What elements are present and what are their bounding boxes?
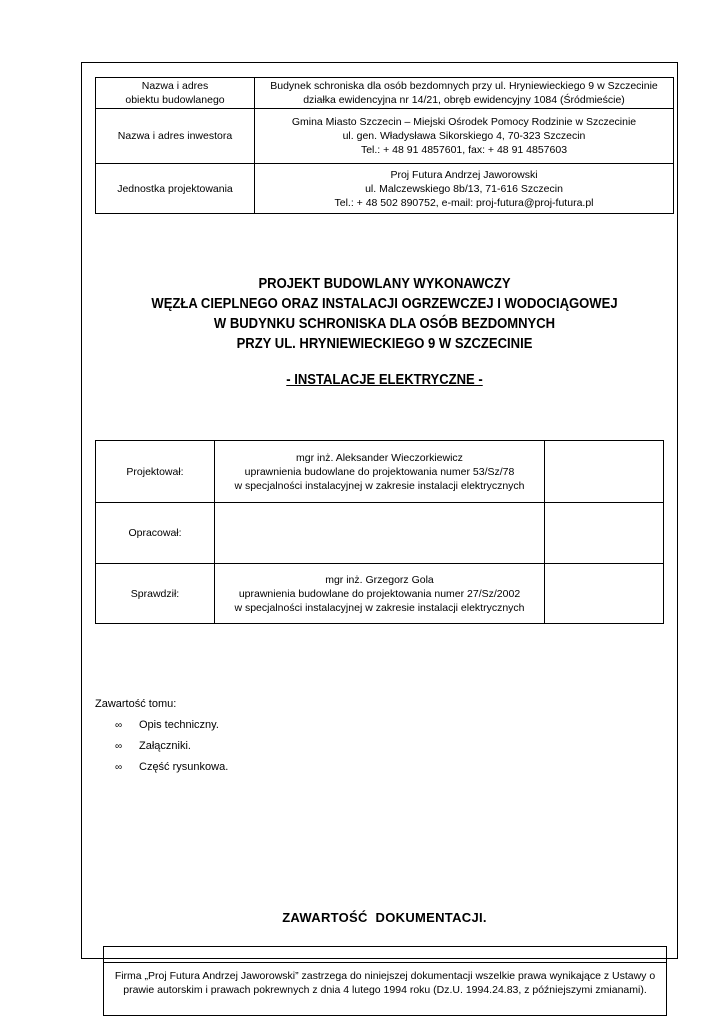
documentation-title: ZAWARTOŚĆ DOKUMENTACJI. xyxy=(282,910,487,925)
value-line: ul. Malczewskiego 8b/13, 71-616 Szczecin xyxy=(365,182,563,195)
list-item-label: Część rysunkowa. xyxy=(139,761,229,773)
signature-table xyxy=(95,440,664,624)
copyright-footer xyxy=(103,946,667,1016)
info-label-investor xyxy=(96,109,255,164)
value-line: Proj Futura Andrzej Jaworowski xyxy=(390,168,538,181)
infinity-bullet-icon: ∞ xyxy=(115,762,123,773)
project-info-table xyxy=(95,77,674,214)
sign-row-checked xyxy=(96,564,664,624)
title-line: PROJEKT BUDOWLANY WYKONAWCZY xyxy=(258,276,511,292)
copyright-text: Firma „Proj Futura Andrzej Jaworowski” zastrzega do niniejszej dokumentacji wszelkie prawa wynikające z Ustawy o prawie autorskim i prawach pokrewnych z dnia 4 lutego 1994 roku (Dz.U. 1994.24.83, z późniejszymi zmianami). xyxy=(114,970,656,996)
volume-contents xyxy=(95,697,229,773)
infinity-bullet-icon: ∞ xyxy=(115,720,123,731)
value-line: Tel.: + 48 502 890752, e-mail: proj-futura@proj-futura.pl xyxy=(334,196,594,209)
infinity-bullet-icon: ∞ xyxy=(115,741,123,752)
title-line: PRZY UL. HRYNIEWIECKIEGO 9 W SZCZECINIE xyxy=(236,336,533,352)
sign-value-designed xyxy=(215,441,545,503)
footer-divider xyxy=(104,962,666,963)
project-subtitle xyxy=(124,370,645,390)
label-line: Jednostka projektowania xyxy=(117,182,233,195)
info-label-designer xyxy=(96,164,255,214)
value-line: mgr inż. Grzegorz Gola xyxy=(325,573,434,586)
project-title xyxy=(124,274,645,354)
title-line: W BUDYNKU SCHRONISKA DLA OSÓB BEZDOMNYCH xyxy=(213,316,556,332)
value-line: w specjalności instalacyjnej w zakresie instalacji elektrycznych xyxy=(234,479,525,492)
sign-value-prepared xyxy=(215,503,545,564)
list-item xyxy=(115,718,315,739)
sign-row-designed xyxy=(96,441,664,503)
info-value-object xyxy=(255,78,674,109)
info-row-investor xyxy=(96,109,674,164)
sign-row-prepared xyxy=(96,503,664,564)
value-line: Budynek schroniska dla osób bezdomnych przy ul. Hryniewieckiego 9 w Szczecinie xyxy=(270,80,658,92)
title-line: WĘZŁA CIEPLNEGO ORAZ INSTALACJI OGRZEWCZEJ I WODOCIĄGOWEJ xyxy=(151,296,618,312)
list-item xyxy=(115,760,315,781)
sign-label-prepared: Opracował: xyxy=(96,503,215,564)
value-line: działka ewidencyjna nr 14/21, obręb ewidencyjny 1084 (Śródmieście) xyxy=(303,94,625,106)
signature-cell xyxy=(545,503,664,564)
info-value-designer xyxy=(255,164,674,214)
info-row-object xyxy=(96,78,674,109)
contents-heading: Zawartość tomu: xyxy=(95,698,177,710)
label-line: Nazwa i adres inwestora xyxy=(117,130,233,142)
label-line: Nazwa i adres xyxy=(141,80,209,92)
info-value-investor xyxy=(255,109,674,164)
info-label-object xyxy=(96,78,255,109)
value-line: uprawnienia budowlane do projektowania numer 53/Sz/78 xyxy=(244,465,515,478)
list-item-label: Opis techniczny. xyxy=(139,719,219,731)
value-line: mgr inż. Aleksander Wieczorkiewicz xyxy=(296,451,463,464)
value-line: w specjalności instalacyjnej w zakresie instalacji elektrycznych xyxy=(234,601,525,614)
sign-label-checked: Sprawdził: xyxy=(96,564,215,624)
value-line: ul. gen. Władysława Sikorskiego 4, 70-323 Szczecin xyxy=(342,130,586,142)
value-line: Gmina Miasto Szczecin – Miejski Ośrodek Pomocy Rodzinie w Szczecinie xyxy=(291,116,637,128)
sign-label-designed: Projektował: xyxy=(96,441,215,503)
signature-cell xyxy=(545,441,664,503)
value-line: uprawnienia budowlane do projektowania numer 27/Sz/2002 xyxy=(238,587,521,600)
label-line: obiektu budowlanego xyxy=(125,94,225,106)
list-item xyxy=(115,739,315,760)
value-line: Tel.: + 48 91 4857601, fax: + 48 91 4857603 xyxy=(360,144,568,156)
subtitle-text: - INSTALACJE ELEKTRYCZNE - xyxy=(286,372,483,388)
sign-value-checked xyxy=(215,564,545,624)
contents-list xyxy=(115,718,315,781)
info-row-designer xyxy=(96,164,674,214)
signature-cell xyxy=(545,564,664,624)
list-item-label: Załączniki. xyxy=(139,740,191,752)
